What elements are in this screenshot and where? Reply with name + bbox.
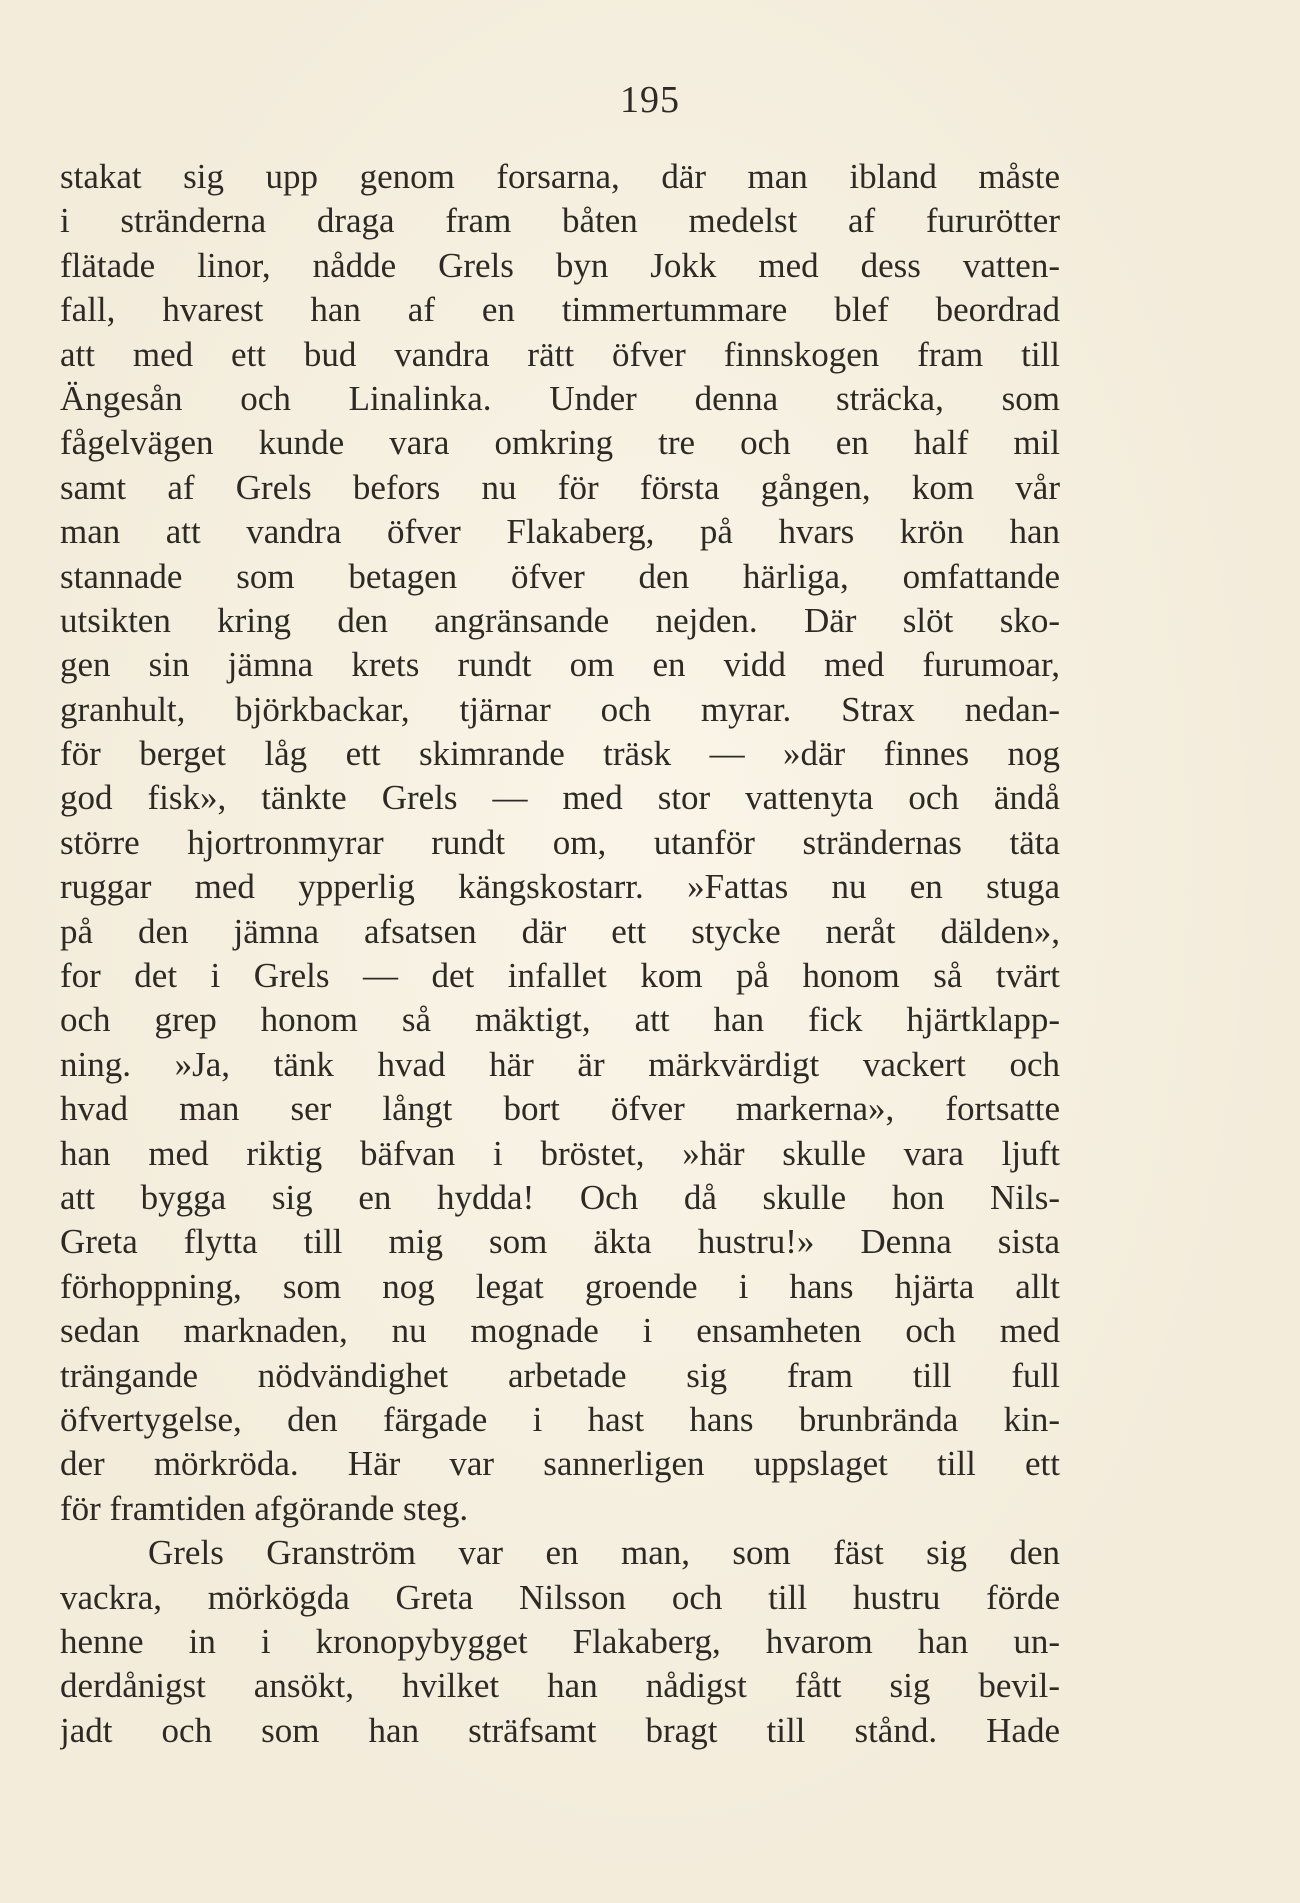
text-line: för berget låg ett skimrande träsk — »där finnes nog [60,734,1060,774]
text-line: derdånigst ansökt, hvilket han nådigst fått sig bevil- [60,1666,1060,1706]
text-line: samt af Grels befors nu för första gången, kom vår [60,467,1060,507]
text-line: hvad man ser långt bort öfver markerna», fortsatte [60,1089,1060,1129]
page-number: 195 [620,79,680,121]
text-line: i stränderna draga fram båten medelst af fururötter [60,201,1060,241]
text-line: granhult, björkbackar, tjärnar och myrar. Strax nedan- [60,689,1060,729]
text-line: henne in i kronopybygget Flakaberg, hvarom han un- [60,1621,1060,1661]
text-line: Greta flytta till mig som äkta hustru!» Denna sista [60,1222,1060,1262]
body-text [60,155,1060,1753]
text-line: trängande nödvändighet arbetade sig fram till full [60,1355,1060,1395]
text-line: Grels Granström var en man, som fäst sig den [148,1533,1060,1573]
text-line: han med riktig bäfvan i bröstet, »här skulle vara ljuft [60,1133,1060,1173]
text-line: och grep honom så mäktigt, att han fick hjärtklapp- [60,1000,1060,1040]
text-line: förhoppning, som nog legat groende i hans hjärta allt [60,1266,1060,1306]
text-line: gen sin jämna krets rundt om en vidd med furumoar, [60,645,1060,685]
text-line: god fisk», tänkte Grels — med stor vattenyta och ändå [60,778,1060,818]
text-line: man att vandra öfver Flakaberg, på hvars krön han [60,512,1060,552]
text-line: Ängesån och Linalinka. Under denna sträcka, som [60,378,1060,418]
text-line: for det i Grels — det infallet kom på honom så tvärt [60,956,1060,996]
text-line: större hjortronmyrar rundt om, utanför strändernas täta [60,822,1060,862]
text-line: fågelvägen kunde vara omkring tre och en half mil [60,423,1060,463]
text-line: på den jämna afsatsen där ett stycke neråt dälden», [60,911,1060,951]
text-line: vackra, mörkögda Greta Nilsson och till hustru förde [60,1577,1060,1617]
text-line: öfvertygelse, den färgade i hast hans brunbrända kin- [60,1399,1060,1439]
text-line: fall, hvarest han af en timmertummare blef beordrad [60,290,1060,330]
text-line: stakat sig upp genom forsarna, där man ibland måste [60,157,1060,196]
text-line: utsikten kring den angränsande nejden. Där slöt sko- [60,600,1060,640]
text-line: stannade som betagen öfver den härliga, omfattande [60,556,1060,596]
text-line: jadt och som han sträfsamt bragt till stånd. Hade [60,1710,1060,1750]
text-line: ning. »Ja, tänk hvad här är märkvärdigt vackert och [60,1044,1060,1084]
text-line: der mörkröda. Här var sannerligen uppslaget till ett [60,1444,1060,1484]
text-line: att med ett bud vandra rätt öfver finnskogen fram till [60,334,1060,374]
text-line: ruggar med ypperlig kängskostarr. »Fattas nu en stuga [60,867,1060,907]
text-line: flätade linor, nådde Grels byn Jokk med dess vatten- [60,245,1060,285]
text-line: för framtiden afgörande steg. [60,1488,469,1528]
text-line: sedan marknaden, nu mognade i ensamheten och med [60,1311,1060,1351]
text-line: att bygga sig en hydda! Och då skulle hon Nils- [60,1177,1060,1217]
